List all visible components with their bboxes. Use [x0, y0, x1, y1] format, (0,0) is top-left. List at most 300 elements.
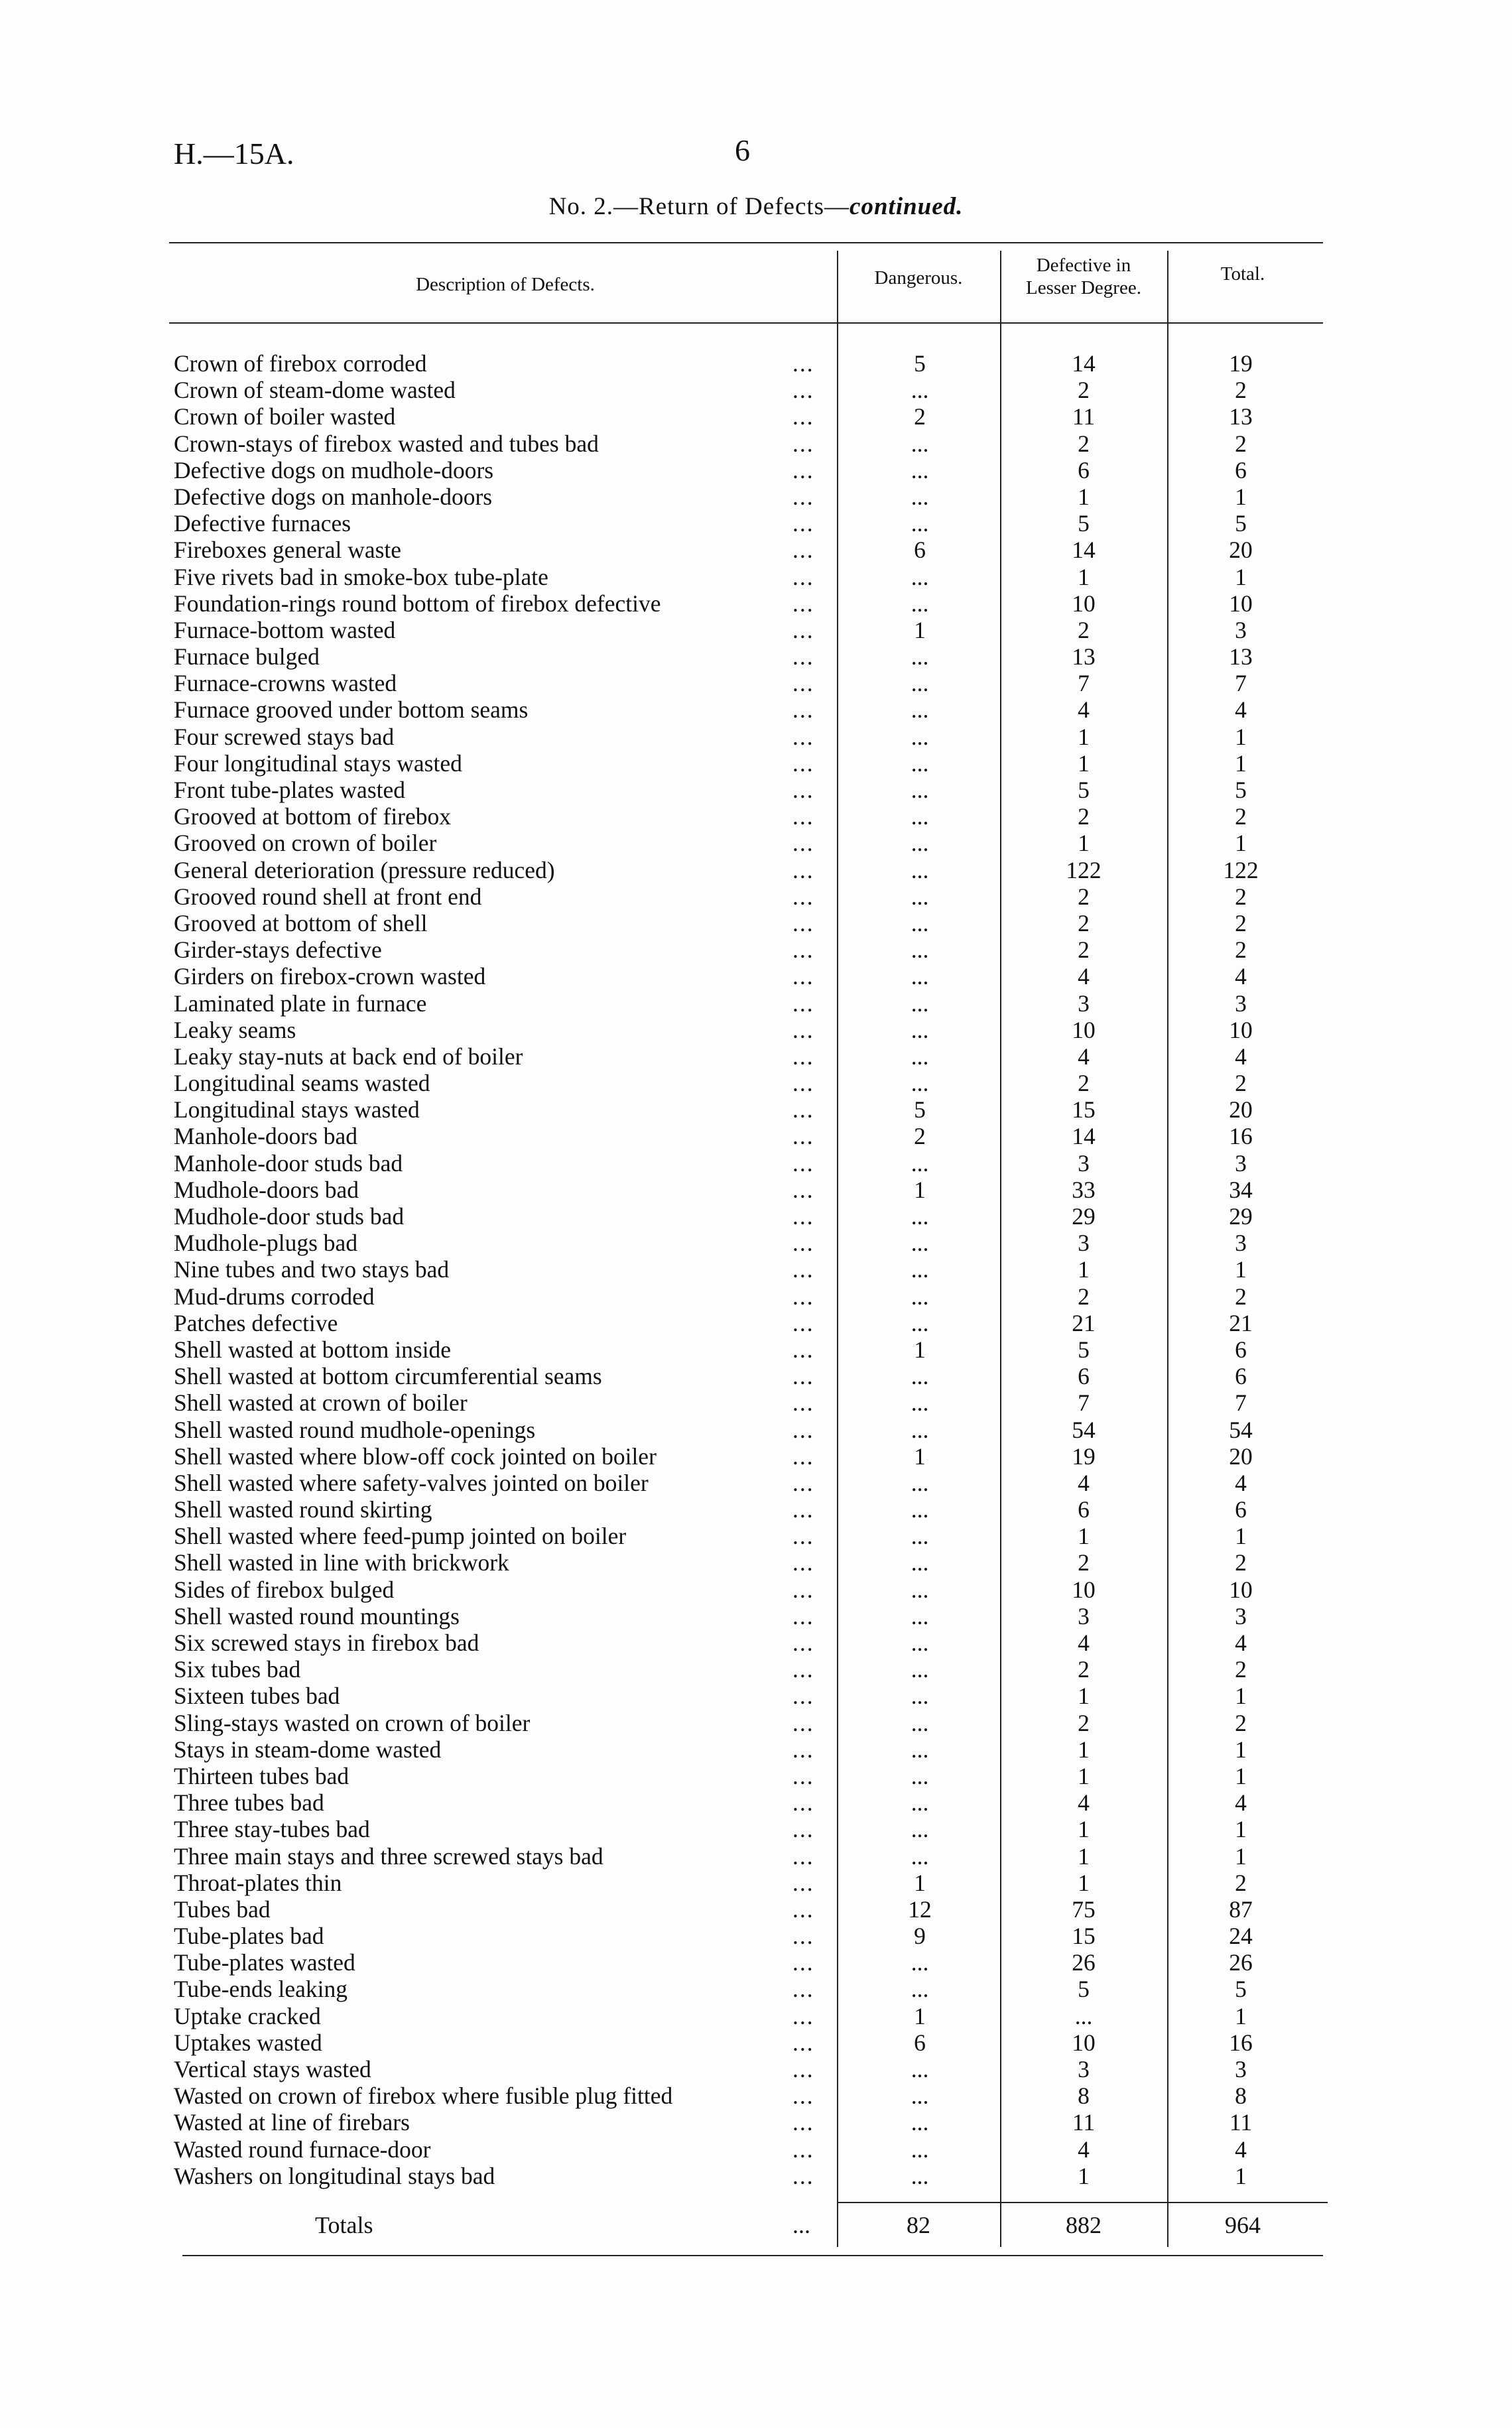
- defect-description: Crown of firebox corroded: [174, 350, 427, 377]
- total-count: 2: [1235, 936, 1247, 964]
- lesser-degree-count: 2: [1078, 883, 1090, 910]
- total-count: 19: [1229, 350, 1253, 377]
- table-row: [0, 1043, 1512, 1070]
- table-row: [0, 1523, 1512, 1549]
- defect-description: Three stay-tubes bad: [174, 1816, 370, 1843]
- leader-dots: ...: [792, 1842, 814, 1870]
- leader-dots: ...: [792, 1683, 814, 1710]
- table-row: [0, 1256, 1512, 1283]
- table-row: [0, 430, 1512, 457]
- total-count: 5: [1235, 777, 1247, 803]
- total-count: 1: [1235, 1842, 1247, 1870]
- table-row: [0, 1710, 1512, 1736]
- defect-description: Throat-plates thin: [174, 1869, 342, 1896]
- total-count: 54: [1229, 1416, 1253, 1443]
- defect-description: Shell wasted round mudhole-openings: [174, 1416, 536, 1443]
- defect-description: Patches defective: [174, 1309, 338, 1336]
- lesser-degree-count: 1: [1078, 1816, 1090, 1843]
- defect-description: Furnace bulged: [174, 643, 320, 671]
- leader-dots: ...: [792, 2162, 814, 2189]
- table-row: [0, 1017, 1512, 1043]
- total-count: 5: [1235, 510, 1247, 537]
- leader-dots: ...: [792, 830, 814, 857]
- dangerous-count: ...: [911, 1149, 929, 1177]
- defect-description: Sixteen tubes bad: [174, 1683, 340, 1710]
- totals-lesser: 882: [1066, 2212, 1102, 2238]
- dangerous-count: ...: [911, 1736, 929, 1763]
- lesser-degree-count: 2: [1078, 1283, 1090, 1310]
- table-row: [0, 1096, 1512, 1123]
- dangerous-count: ...: [911, 1656, 929, 1683]
- lesser-degree-count: 4: [1078, 1629, 1090, 1656]
- table-row: [0, 883, 1512, 910]
- dangerous-count: ...: [911, 670, 929, 697]
- dangerous-count: ...: [911, 1389, 929, 1417]
- leader-dots: ...: [792, 1656, 814, 1683]
- lesser-degree-count: 13: [1072, 643, 1096, 671]
- dangerous-count: ...: [911, 590, 929, 617]
- lesser-degree-count: 2: [1078, 1656, 1090, 1683]
- leader-dots: ...: [792, 1416, 814, 1443]
- dangerous-count: ...: [911, 830, 929, 857]
- total-count: 4: [1235, 963, 1247, 990]
- defect-description: Longitudinal stays wasted: [174, 1096, 420, 1123]
- defect-description: Manhole-door studs bad: [174, 1149, 403, 1177]
- table-row: [0, 537, 1512, 563]
- lesser-degree-count: 11: [1072, 403, 1096, 430]
- total-count: 1: [1235, 1523, 1247, 1550]
- leader-dots: ...: [792, 2002, 814, 2029]
- dangerous-count: ...: [911, 1283, 929, 1310]
- lesser-degree-count: 1: [1078, 1736, 1090, 1763]
- defect-description: Nine tubes and two stays bad: [174, 1256, 450, 1283]
- total-count: 2: [1235, 1549, 1247, 1576]
- defect-description: Tube-plates bad: [174, 1923, 324, 1950]
- table-row: [0, 350, 1512, 377]
- table-row: [0, 936, 1512, 963]
- total-count: 2: [1235, 1656, 1247, 1683]
- lesser-degree-count: 19: [1072, 1442, 1096, 1470]
- table-row: [0, 1363, 1512, 1389]
- total-count: 10: [1229, 590, 1253, 617]
- lesser-degree-count: 15: [1072, 1096, 1096, 1123]
- table-row: [0, 617, 1512, 643]
- defect-description: Tubes bad: [174, 1895, 271, 1923]
- total-count: 4: [1235, 2136, 1247, 2163]
- leader-dots: ...: [792, 1336, 814, 1363]
- lesser-degree-count: 5: [1078, 510, 1090, 537]
- leader-dots: ...: [792, 1976, 814, 2003]
- dangerous-count: ...: [911, 1762, 929, 1789]
- leader-dots: ...: [792, 1709, 814, 1736]
- defects-table-body: [0, 350, 1512, 2189]
- table-row: [0, 750, 1512, 777]
- dangerous-count: 5: [914, 1096, 926, 1123]
- dangerous-count: ...: [911, 1576, 929, 1603]
- leader-dots: ...: [792, 1149, 814, 1177]
- defect-description: Furnace-crowns wasted: [174, 670, 397, 697]
- table-row: [0, 1336, 1512, 1363]
- column-header-lesser-line2: Lesser Degree.: [1026, 277, 1141, 298]
- table-row: [0, 777, 1512, 803]
- total-count: 1: [1235, 723, 1247, 750]
- lesser-degree-count: 4: [1078, 1789, 1090, 1817]
- leader-dots: ...: [792, 2136, 814, 2163]
- total-count: 2: [1235, 909, 1247, 936]
- total-count: 4: [1235, 1629, 1247, 1656]
- lesser-degree-count: 4: [1078, 696, 1090, 724]
- lesser-degree-count: 1: [1078, 830, 1090, 857]
- defect-description: Five rivets bad in smoke-box tube-plate: [174, 563, 548, 590]
- leader-dots: ...: [792, 456, 814, 483]
- defect-description: Wasted on crown of firebox where fusible plug fitted: [174, 2082, 673, 2110]
- dangerous-count: ...: [911, 1309, 929, 1336]
- total-count: 7: [1235, 1389, 1247, 1417]
- table-row: [0, 564, 1512, 590]
- dangerous-count: ...: [911, 1842, 929, 1870]
- defect-description: Mudhole-doors bad: [174, 1176, 359, 1203]
- total-count: 1: [1235, 1816, 1247, 1843]
- total-count: 13: [1229, 643, 1253, 671]
- table-row: [0, 990, 1512, 1017]
- dangerous-count: ...: [911, 1256, 929, 1283]
- total-count: 6: [1235, 456, 1247, 483]
- dangerous-count: ...: [911, 563, 929, 590]
- lesser-degree-count: 1: [1078, 1842, 1090, 1870]
- table-row: [0, 670, 1512, 696]
- leader-dots: ...: [792, 510, 814, 537]
- leader-dots: ...: [792, 537, 814, 564]
- table-row: [0, 1789, 1512, 1816]
- dangerous-count: ...: [911, 1230, 929, 1257]
- total-count: 3: [1235, 990, 1247, 1017]
- defect-description: Sides of firebox bulged: [174, 1576, 395, 1603]
- lesser-degree-count: 7: [1078, 670, 1090, 697]
- dangerous-count: ...: [911, 1070, 929, 1097]
- defect-description: Mudhole-plugs bad: [174, 1230, 358, 1257]
- table-row: [0, 1070, 1512, 1096]
- dangerous-count: 6: [914, 537, 926, 564]
- lesser-degree-count: 3: [1078, 1602, 1090, 1629]
- leader-dots: ...: [792, 909, 814, 936]
- table-row: [0, 1763, 1512, 1789]
- table-title: [0, 192, 1512, 221]
- leader-dots: ...: [792, 430, 814, 457]
- table-row: [0, 643, 1512, 670]
- total-count: 1: [1235, 1683, 1247, 1710]
- lesser-degree-count: 8: [1078, 2082, 1090, 2110]
- defect-description: Crown-stays of firebox wasted and tubes bad: [174, 430, 599, 457]
- defect-description: Crown of steam-dome wasted: [174, 377, 456, 404]
- defect-description: Leaky seams: [174, 1016, 296, 1043]
- leader-dots: ...: [792, 1256, 814, 1283]
- total-count: 2: [1235, 430, 1247, 457]
- leader-dots: ...: [792, 2056, 814, 2082]
- lesser-degree-count: 5: [1078, 777, 1090, 803]
- leader-dots: ...: [792, 1549, 814, 1576]
- leader-dots: ...: [792, 1629, 814, 1656]
- total-count: 1: [1235, 483, 1247, 510]
- lesser-degree-count: 1: [1078, 2162, 1090, 2189]
- total-count: 21: [1229, 1309, 1253, 1336]
- column-header-lesser-line1: Defective in: [1036, 255, 1131, 276]
- total-count: 3: [1235, 616, 1247, 643]
- dangerous-count: ...: [911, 2136, 929, 2163]
- table-row: [0, 457, 1512, 483]
- defect-description: Tube-plates wasted: [174, 1949, 355, 1976]
- table-row: [0, 1576, 1512, 1603]
- dangerous-count: ...: [911, 643, 929, 671]
- defect-description: Shell wasted at crown of boiler: [174, 1389, 468, 1417]
- lesser-degree-count: 1: [1078, 1256, 1090, 1283]
- lesser-degree-count: 2: [1078, 936, 1090, 964]
- table-row: [0, 1603, 1512, 1629]
- dangerous-count: ...: [911, 1203, 929, 1230]
- table-row: [0, 1870, 1512, 1896]
- table-row: [0, 2082, 1512, 2109]
- defect-description: Three tubes bad: [174, 1789, 324, 1817]
- total-count: 4: [1235, 1469, 1247, 1496]
- defect-description: Fireboxes general waste: [174, 537, 402, 564]
- table-row: [0, 2029, 1512, 2056]
- lesser-degree-count: 1: [1078, 483, 1090, 510]
- lesser-degree-count: 10: [1072, 1576, 1096, 1603]
- leader-dots: ...: [792, 1602, 814, 1629]
- defect-description: Front tube-plates wasted: [174, 777, 406, 803]
- defect-description: Foundation-rings round bottom of firebox defective: [174, 590, 661, 617]
- total-count: 2: [1235, 377, 1247, 404]
- lesser-degree-count: ...: [1074, 2002, 1093, 2029]
- dangerous-count: ...: [911, 2056, 929, 2082]
- dangerous-count: ...: [911, 1789, 929, 1817]
- table-row: [0, 1177, 1512, 1203]
- dangerous-count: ...: [911, 777, 929, 803]
- lesser-degree-count: 2: [1078, 909, 1090, 936]
- leader-dots: ...: [792, 696, 814, 724]
- lesser-degree-count: 122: [1066, 856, 1102, 883]
- dangerous-count: ...: [911, 936, 929, 964]
- defect-description: Defective dogs on mudhole-doors: [174, 456, 494, 483]
- table-row: [0, 724, 1512, 750]
- defect-description: Uptake cracked: [174, 2002, 321, 2029]
- lesser-degree-count: 14: [1072, 537, 1096, 564]
- total-count: 10: [1229, 1016, 1253, 1043]
- defect-description: Shell wasted where feed-pump jointed on boiler: [174, 1523, 627, 1550]
- total-count: 4: [1235, 1789, 1247, 1817]
- lesser-degree-count: 33: [1072, 1176, 1096, 1203]
- table-row: [0, 963, 1512, 990]
- leader-dots: ...: [792, 1789, 814, 1817]
- dangerous-count: 9: [914, 1923, 926, 1950]
- total-count: 6: [1235, 1496, 1247, 1523]
- table-row: [0, 1629, 1512, 1656]
- dangerous-count: ...: [911, 1363, 929, 1390]
- column-header-lesser: [1000, 254, 1167, 299]
- lesser-degree-count: 3: [1078, 1149, 1090, 1177]
- defect-description: Three main stays and three screwed stays bad: [174, 1842, 603, 1870]
- dangerous-count: 5: [914, 350, 926, 377]
- totals-row: [0, 2208, 1512, 2242]
- dangerous-count: ...: [911, 1016, 929, 1043]
- defect-description: Defective dogs on manhole-doors: [174, 483, 493, 510]
- total-count: 3: [1235, 2056, 1247, 2082]
- total-count: 2: [1235, 883, 1247, 910]
- defect-description: Shell wasted where safety-valves jointed on boiler: [174, 1469, 649, 1496]
- dangerous-count: 1: [914, 1336, 926, 1363]
- defect-description: Longitudinal seams wasted: [174, 1070, 430, 1097]
- column-header-total: Total.: [1220, 263, 1265, 285]
- leader-dots: ...: [792, 563, 814, 590]
- defect-description: Washers on longitudinal stays bad: [174, 2162, 495, 2189]
- total-count: 10: [1229, 1576, 1253, 1603]
- leader-dots: ...: [792, 403, 814, 430]
- defect-description: Grooved at bottom of shell: [174, 909, 428, 936]
- leader-dots: ...: [792, 616, 814, 643]
- total-count: 1: [1235, 2002, 1247, 2029]
- defect-description: Six screwed stays in firebox bad: [174, 1629, 479, 1656]
- totals-label: Totals: [315, 2212, 373, 2238]
- total-count: 2: [1235, 803, 1247, 830]
- total-count: 20: [1229, 537, 1253, 564]
- table-row: [0, 1843, 1512, 1870]
- table-row: [0, 803, 1512, 830]
- defect-description: Six tubes bad: [174, 1656, 301, 1683]
- defect-description: Furnace grooved under bottom seams: [174, 696, 529, 724]
- table-row: [0, 830, 1512, 856]
- defect-description: Vertical stays wasted: [174, 2056, 371, 2082]
- total-count: 1: [1235, 1256, 1247, 1283]
- dangerous-count: ...: [911, 1976, 929, 2003]
- dangerous-count: ...: [911, 1523, 929, 1550]
- leader-dots: ...: [792, 1203, 814, 1230]
- table-bottom-rule: [182, 2255, 1323, 2256]
- dangerous-count: ...: [911, 2109, 929, 2136]
- table-row: [0, 1283, 1512, 1310]
- dangerous-count: ...: [911, 1602, 929, 1629]
- table-row: [0, 510, 1512, 537]
- total-count: 3: [1235, 1602, 1247, 1629]
- defect-description: Wasted at line of firebars: [174, 2109, 410, 2136]
- dangerous-count: ...: [911, 803, 929, 830]
- table-row: [0, 1923, 1512, 1949]
- defect-description: Leaky stay-nuts at back end of boiler: [174, 1043, 523, 1070]
- table-row: [0, 910, 1512, 936]
- defect-description: Sling-stays wasted on crown of boiler: [174, 1709, 531, 1736]
- total-count: 3: [1235, 1230, 1247, 1257]
- dangerous-count: ...: [911, 1709, 929, 1736]
- lesser-degree-count: 14: [1072, 1123, 1096, 1150]
- lesser-degree-count: 10: [1072, 1016, 1096, 1043]
- lesser-degree-count: 2: [1078, 430, 1090, 457]
- defect-description: Thirteen tubes bad: [174, 1762, 349, 1789]
- dangerous-count: ...: [911, 1949, 929, 1976]
- totals-top-rule: [837, 2202, 1328, 2203]
- total-count: 6: [1235, 1363, 1247, 1390]
- lesser-degree-count: 1: [1078, 1869, 1090, 1896]
- lesser-degree-count: 5: [1078, 1336, 1090, 1363]
- table-row: [0, 483, 1512, 510]
- table-row: [0, 1656, 1512, 1683]
- total-count: 34: [1229, 1176, 1253, 1203]
- table-row: [0, 1816, 1512, 1842]
- dangerous-count: ...: [911, 963, 929, 990]
- table-row: [0, 696, 1512, 723]
- lesser-degree-count: 4: [1078, 1043, 1090, 1070]
- total-count: 122: [1223, 856, 1259, 883]
- defect-description: Four screwed stays bad: [174, 723, 395, 750]
- table-row: [0, 857, 1512, 883]
- lesser-degree-count: 1: [1078, 1762, 1090, 1789]
- leader-dots: ...: [792, 777, 814, 803]
- dangerous-count: ...: [911, 2082, 929, 2110]
- leader-dots: ...: [792, 1895, 814, 1923]
- leader-dots: ...: [792, 590, 814, 617]
- header-bottom-rule: [169, 322, 1323, 324]
- defect-description: Shell wasted in line with brickwork: [174, 1549, 509, 1576]
- defect-description: Tube-ends leaking: [174, 1976, 347, 2003]
- table-row: [0, 1976, 1512, 2002]
- leader-dots: ...: [792, 2109, 814, 2136]
- dangerous-count: ...: [911, 883, 929, 910]
- lesser-degree-count: 14: [1072, 350, 1096, 377]
- lesser-degree-count: 15: [1072, 1923, 1096, 1950]
- dangerous-count: ...: [911, 1416, 929, 1443]
- dangerous-count: ...: [911, 430, 929, 457]
- leader-dots: ...: [792, 1070, 814, 1097]
- lesser-degree-count: 10: [1072, 590, 1096, 617]
- lesser-degree-count: 6: [1078, 456, 1090, 483]
- leader-dots: ...: [792, 936, 814, 964]
- totals-dangerous: 82: [907, 2212, 930, 2238]
- lesser-degree-count: 10: [1072, 2029, 1096, 2056]
- dangerous-count: ...: [911, 909, 929, 936]
- table-row: [0, 1417, 1512, 1443]
- dangerous-count: ...: [911, 990, 929, 1017]
- table-row: [0, 1470, 1512, 1496]
- lesser-degree-count: 2: [1078, 377, 1090, 404]
- table-row: [0, 2136, 1512, 2163]
- leader-dots: ...: [792, 883, 814, 910]
- table-row: [0, 377, 1512, 403]
- total-count: 2: [1235, 1709, 1247, 1736]
- defect-description: Shell wasted at bottom circumferential seams: [174, 1363, 602, 1390]
- total-count: 20: [1229, 1096, 1253, 1123]
- total-count: 29: [1229, 1203, 1253, 1230]
- report-code: H.—15A.: [174, 137, 294, 170]
- defect-description: Furnace-bottom wasted: [174, 616, 396, 643]
- dangerous-count: ...: [911, 1469, 929, 1496]
- defect-description: Girder-stays defective: [174, 936, 382, 964]
- leader-dots: ...: [792, 1123, 814, 1150]
- leader-dots: ...: [792, 1283, 814, 1310]
- table-row: [0, 2056, 1512, 2082]
- defect-description: Uptakes wasted: [174, 2029, 322, 2056]
- dangerous-count: ...: [911, 1496, 929, 1523]
- defect-description: Manhole-doors bad: [174, 1123, 358, 1150]
- table-row: [0, 1549, 1512, 1576]
- leader-dots: ...: [792, 377, 814, 404]
- leader-dots: ...: [792, 670, 814, 697]
- defect-description: Mud-drums corroded: [174, 1283, 375, 1310]
- lesser-degree-count: 21: [1072, 1309, 1096, 1336]
- leader-dots: ...: [792, 2082, 814, 2110]
- table-row: [0, 590, 1512, 617]
- leader-dots: ...: [792, 1016, 814, 1043]
- table-title-main: No. 2.—Return of Defects—: [548, 193, 850, 220]
- lesser-degree-count: 6: [1078, 1496, 1090, 1523]
- total-count: 2: [1235, 1070, 1247, 1097]
- dangerous-count: ...: [911, 696, 929, 724]
